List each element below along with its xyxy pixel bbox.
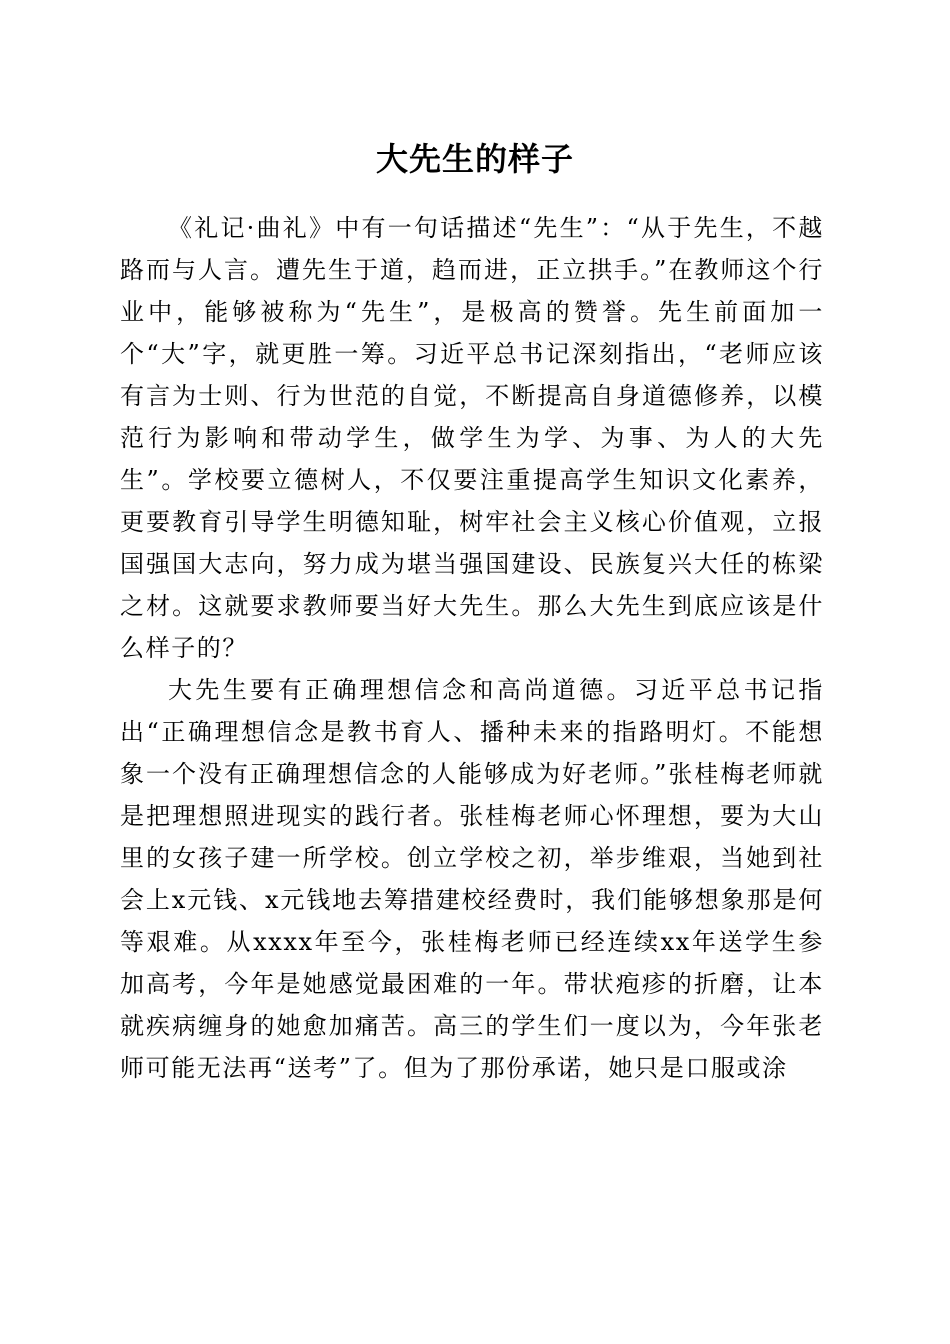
- paragraph-2: 大先生要有正确理想信念和高尚道德。习近平总书记指出“正确理想信念是教书育人、播种未来的指路明灯。不能想象一个没有正确理想信念的人能够成为好老师。”张桂梅老师就是把理想照进现实的践行者。张桂梅老师心怀理想，要为大山里的女孩子建一所学校。创立学校之初，举步维艰，当她到社会上x元钱、x元钱地去筹措建校经费时，我们能够想象那是何等艰难。从xxxx年至今，张桂梅老师已经连续xx年送学生参加高考，今年是她感觉最困难的一年。带状疱疹的折磨，让本就疾病缠身的她愈加痛苦。高三的学生们一度以为，今年张老师可能无法再“送考”了。但为了那份承诺，她只是口服或涂: [120, 676, 824, 1082]
- paragraph-1: 《礼记·曲礼》中有一句话描述“先生”：“从于先生，不越路而与人言。遭先生于道，趋而进，正立拱手。”在教师这个行业中，能够被称为“先生”，是极高的赞誉。先生前面加一个“大”字，就更胜一筹。习近平总书记深刻指出，“老师应该有言为士则、行为世范的自觉，不断提高自身道德修养，以模范行为影响和带动学生，做学生为学、为事、为人的大先生”。学校要立德树人，不仅要注重提高学生知识文化素养，更要教育引导学生明德知耻，树牢社会主义核心价值观，立报国强国大志向，努力成为堪当强国建设、民族复兴大任的栋梁之材。这就要求教师要当好大先生。那么大先生到底应该是什么样子的？: [120, 214, 824, 662]
- document-title: 大先生的样子: [375, 140, 574, 178]
- document-body: [120, 207, 824, 1089]
